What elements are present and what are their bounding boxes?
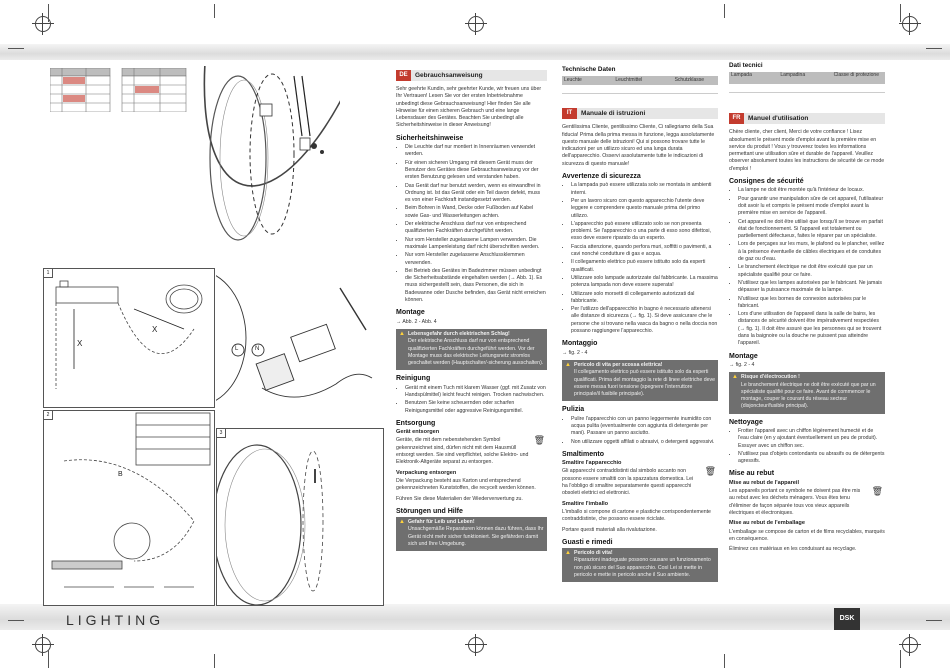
lang-badge: DE <box>396 70 411 81</box>
safety-list <box>562 182 718 335</box>
fr-column <box>729 62 885 556</box>
dati-table-row <box>729 84 885 93</box>
drilling-illustration <box>44 411 214 605</box>
list-item: • N'utilisez que les bornes de connexion autorisées par le fabricant. <box>738 296 885 311</box>
section-header-de <box>396 70 547 81</box>
brand-wordmark: LIGHTING <box>66 612 165 628</box>
montage-heading: Montage <box>396 309 425 317</box>
warning-icon: ▲ <box>399 519 405 526</box>
table-header-cell: Lampada <box>731 72 752 79</box>
montage-ref: → Abb. 2 - Abb. 4 <box>396 318 437 325</box>
warning-title: Pericolo di vita per scossa elettrica! <box>574 361 663 368</box>
cleaning-list <box>729 428 885 465</box>
safety-heading: Sicherheitshinweise <box>396 134 464 142</box>
distance-label: B <box>118 471 123 478</box>
figure-number: 3 <box>217 429 226 438</box>
de-column <box>396 70 547 555</box>
list-item: • Die Leuchte darf nur montiert in Innenräumen verwendet werden. <box>405 144 547 159</box>
trouble-heading: Guasti e rimedi <box>562 538 613 546</box>
warning-box <box>396 517 547 551</box>
tech-data-table-header <box>562 76 718 85</box>
crossed-bin-icon: 🗑 <box>704 466 716 477</box>
section-title: Manuel d'utilisation <box>748 115 809 123</box>
section-title: Gebrauchsanweisung <box>415 72 483 79</box>
warning-title: Risque d'électrocution ! <box>741 374 800 381</box>
warning-icon: ▲ <box>399 330 405 337</box>
crop-mark <box>48 4 49 22</box>
section-header-it <box>562 108 718 119</box>
disposal-heading: Entsorgung <box>396 419 436 427</box>
crossed-bin-icon: 🗑 <box>871 486 883 497</box>
list-item: • N'utilisez que les lampes autorisées par le fabricant. Ne jamais dépasser la puissance maximale de la lampe. <box>738 280 885 295</box>
section-title: Manuale di istruzioni <box>581 110 646 118</box>
warning-icon: ▲ <box>565 550 571 557</box>
crossed-bin-icon: 🗑 <box>533 435 545 446</box>
cleaning-list <box>562 416 718 446</box>
figure-number: 1 <box>44 269 53 278</box>
spec-tables <box>50 68 190 112</box>
list-item: • Benutzen Sie keine scheuernden oder scharfen Reinigungsmittel oder aggressive Reinigungsmittel. <box>405 400 547 415</box>
disposal-heading: Mise au rebut <box>729 470 775 478</box>
disposal-pack-item: Führen Sie diese Materialien der Wiederverwertung zu. <box>396 495 523 502</box>
disposal-device-text <box>562 468 718 497</box>
list-item: • Lors d'une utilisation de l'appareil dans la salle de bains, les distances de sécurité doivent être impérativement respectées (→ fig. 1). Il doit être assuré que les personnes qui se trouvent dans la baignoire ou la douche ne puissent pas atteindre l'appareil. <box>738 311 885 347</box>
list-item: • Non utilizzare oggetti affilati o abrasivi, o detergenti aggressivi. <box>571 439 718 446</box>
lang-badge: FR <box>729 113 744 124</box>
list-item: • Cet appareil ne doit être utilisé que lorsqu'il se trouve en parfait état de fonctionnement. Si l'appareil est totalement ou partiellement défectueux, faites le réparer par un spécialiste. <box>738 219 885 241</box>
cleaning-list <box>396 385 547 415</box>
table-header-cell: Lampadina <box>780 72 806 79</box>
cleaning-heading: Pulizia <box>562 406 585 414</box>
warning-text: Der elektrische Anschluss darf nur von entsprechend qualifizierten Fachkräften durchgeführt werden. Vor der Montage muss das elektrische Leitungsnetz stromlos geschaltet werden (Hauptschalter/-sicherung ausschalten). <box>408 338 544 367</box>
disposal-device-heading: Mise au rebut de l'appareil <box>729 479 800 486</box>
list-item: • Per l'utilizzo dell'apparecchio in bagno è necessario attenersi alle distanze di sicurezza (→ fig. 1). Si deve assicurare che le persone che si trovano nella vasca da bagno o nella doccia non possano raggiungere l'apparecchio. <box>571 306 718 335</box>
warning-icon: ▲ <box>565 361 571 368</box>
list-item: • L'apparecchio può essere utilizzato solo se non presenta problemi. Se l'apparecchio o una parte di esso sono difettosi, esso deve essere riparato da un esperto. <box>571 221 718 243</box>
crop-mark <box>900 4 901 22</box>
figure-2 <box>43 410 215 606</box>
registration-mark-icon <box>902 637 918 653</box>
distance-label: X <box>77 339 83 348</box>
cleaning-heading: Nettoyage <box>729 418 763 426</box>
list-item: • Le branchement électrique ne doit être exécuté que par un spécialiste qualifié pour ce faire. <box>738 264 885 279</box>
montage-heading: Montaggio <box>562 340 598 348</box>
disposal-heading: Smaltimento <box>562 450 605 458</box>
warning-box <box>729 372 885 413</box>
warning-box <box>396 329 547 370</box>
list-item: • Nur vom Hersteller zugelassene Lampen verwenden. Die maximale Lampenleistung darf nicht überschritten werden. <box>405 237 547 252</box>
dati-heading: Dati tecnici <box>729 62 763 69</box>
list-item: • Utilizzare solo lampade autorizzate dal fabbricante. La massima potenza lampada non deve essere superata! <box>571 275 718 290</box>
bathtub-illustration <box>44 269 214 407</box>
list-item: • Bei Betrieb des Gerätes im Badezimmer müssen unbedingt die Sicherheitsabstände eingehalten werden (→ Abb. 1). Es muss sichergestellt sein, dass Personen, die sich in Badewanne oder Dusche befinden, das Gerät nicht erreichen können. <box>405 268 547 304</box>
tech-data-heading: Technische Daten <box>562 66 616 73</box>
wiring-illustration <box>216 268 382 406</box>
intro-text: Chère cliente, cher client, Merci de votre confiance ! Lisez absolument le présent mode d'emploi avant la première mise en service du produit ! Vous y trouverez toutes les informations permettant une utilisation sûre et durable de l'appareil. Veuillez observer absolument toutes les instructions de sécurité de ce mode d'emploi ! <box>729 129 885 172</box>
crop-mark <box>724 654 725 668</box>
brand-logo: DSK <box>834 608 860 630</box>
list-item: • Pour garantir une manipulation sûre de cet appareil, l'utilisateur doit avoir lu et compris le présent mode d'emploi avant la première mise en service de l'appareil. <box>738 196 885 218</box>
list-item: • Gerät mit einem Tuch mit klarem Wasser (ggf. mit Zusatz von Handspülmittel) leicht feucht reinigen. Trocken nachwischen. <box>405 385 547 400</box>
lang-badge: IT <box>562 108 577 119</box>
montage-heading: Montage <box>729 352 758 360</box>
section-header-fr <box>729 113 885 124</box>
trouble-heading: Störungen und Hilfe <box>396 507 463 515</box>
montage-ref: → fig. 2 - 4 <box>729 361 755 368</box>
table-header-cell: Classe di protezione <box>833 72 879 79</box>
disposal-device-body: Gli apparecchi contraddistinti dal simbolo accanto non possono essere smaltiti con la spazzatura domestica. Lei ha l'obbligo di smaltire separatamente questi apparecchi obsoleti elettrici ed elettronici. <box>562 468 694 497</box>
safety-heading: Consignes de sécurité <box>729 178 804 186</box>
disposal-device-body: Les appareils portant ce symbole ne doivent pas être mis au rebut avec les déchets ménagers. Vous êtes tenu d'éliminer de façon séparée tous vos vieux appareils électriques et électroniques. <box>729 488 861 516</box>
crop-mark <box>926 620 942 621</box>
warning-title: Pericolo di vita! <box>574 550 613 557</box>
figure-1 <box>43 268 215 408</box>
crop-mark <box>724 4 725 18</box>
header-band <box>0 44 950 60</box>
disposal-pack-heading: Verpackung entsorgen <box>396 469 457 476</box>
list-item: • Frotter l'appareil avec un chiffon légèrement humecté et de l'eau claire (en y ajoutant éventuellement un peu de produit). Essuyer avec un chiffon sec. <box>738 428 885 450</box>
list-item: • Faccia attenzione, quando perfora muri, soffitti o pavimenti, a cavi nonché condutture di gas e acqua. <box>571 244 718 259</box>
disposal-pack-text: L'imballo si compone di cartone e plastiche corrispondentemente contraddistinte, che possono essere riciclate. <box>562 508 711 523</box>
it-column <box>562 66 718 586</box>
cleaning-heading: Reinigung <box>396 375 431 383</box>
figure-3 <box>216 428 384 606</box>
registration-mark-icon <box>468 16 484 32</box>
registration-mark-icon <box>902 16 918 32</box>
list-item: • Lors de perçages sur les murs, le plafond ou le plancher, veillez à la présence éventuelle de câbles électriques et de conduites de gaz ou d'eau. <box>738 241 885 263</box>
disposal-pack-heading: Mise au rebut de l'emballage <box>729 520 805 527</box>
montage-ref: → fig. 2 - 4 <box>562 349 588 356</box>
list-item: • Das Gerät darf nur benutzt werden, wenn es einwandfrei in Ordnung ist. Ist das Gerät oder ein Teil davon defekt, muss es von einer Fachkraft instandgesetzt werden. <box>405 183 547 205</box>
mirror-illustration <box>190 66 340 242</box>
disposal-device-body: Geräte, die mit dem nebenstehenden Symbol gekennzeichnet sind, dürfen nicht mit dem Hausmüll entsorgt werden. Sie sind verpflichtet, solche Elektro- und Elektronik-Altgeräte separat zu entsorgen. <box>396 437 529 466</box>
list-item: • Il collegamento elettrico può essere istituito solo da esperti qualificati. <box>571 259 718 274</box>
disposal-device-heading: Smaltire l'apparecchio <box>562 460 622 467</box>
figure-number: 2 <box>44 411 53 420</box>
crop-mark <box>8 48 24 49</box>
safety-list <box>729 187 885 347</box>
safety-list <box>396 144 547 304</box>
crop-mark <box>214 4 215 18</box>
warning-text: Le branchement électrique ne doit être exécuté que par un spécialiste qualifié pour ce faire. Avant de commencer le montage, couper le courant du réseau secteur (disjoncteur/fusible principal). <box>741 381 876 410</box>
disposal-pack-heading: Smaltire l'imballo <box>562 500 609 507</box>
terminal-n-label: N <box>255 346 260 352</box>
tech-data-table-row <box>562 85 718 94</box>
warning-title: Lebensgefahr durch elektrischen Schlag! <box>408 330 510 337</box>
warning-text: Il collegamento elettrico può essere istituito solo da esperti qualificati. Prima del montaggio la rete di linee elettriche deve essere messa fuori tensione (spegnere l'interruttore principale/il fusibile principale). <box>574 369 716 398</box>
disposal-device-text <box>396 437 547 466</box>
disposal-pack-item: Éliminez ces matériaux en les conduisant au recyclage. <box>729 546 857 553</box>
list-item: • Utilizzare solo morsetti di collegamento autorizzati dal fabbricante. <box>571 291 718 306</box>
disposal-device-heading: Gerät entsorgen <box>396 429 440 436</box>
crop-mark <box>48 650 49 668</box>
list-item: • Per un lavoro sicuro con questo apparecchio l'utente deve leggere e comprendere questo manuale prima del primo utilizzo. <box>571 198 718 220</box>
dati-table-header <box>729 72 885 84</box>
figure-mounting <box>216 268 382 406</box>
crop-mark <box>8 620 24 621</box>
disposal-device-text <box>729 488 885 517</box>
table-header-cell: Schutzklasse <box>674 77 705 84</box>
list-item: • Nur vom Hersteller zugelassene Anschlussklemmen verwenden. <box>405 252 547 267</box>
table-header-cell: Leuchte <box>564 77 582 84</box>
table-header-cell: Leuchtmittel <box>615 77 643 84</box>
intro-text: Gentilissima Cliente, gentilissimo Cliente, Ci rallegriamo della Sua fiducia! Prima della prima messa in funzione, legga assolutamente questo manuale delle istruzioni! Qui si possono trovare tutte le indicazioni per un utilizzo sicuro ed una lunga durata dell'apparecchio. Osservi assolutamente tutte le indicazioni di sicurezza di questo manuale! <box>562 124 715 167</box>
distance-label: X <box>152 325 158 334</box>
list-item: • La lampada può essere utilizzata solo se montata in ambienti interni. <box>571 182 718 197</box>
safety-heading: Avvertenze di sicurezza <box>562 173 641 181</box>
crop-mark <box>214 654 215 668</box>
mirror-mount-illustration <box>217 429 383 605</box>
disposal-pack-text: Die Verpackung besteht aus Karton und entsprechend gekennzeichneten Kunststoffen, die recycelt werden können. <box>396 477 536 492</box>
terminal-l-label: L <box>235 346 239 352</box>
warning-icon: ▲ <box>732 374 738 381</box>
disposal-pack-text: L'emballage se compose de carton et de films recyclables, marqués en conséquence. <box>729 528 885 542</box>
list-item: • Beim Bohren in Wand, Decke oder Fußboden auf Kabel sowie Gas- und Wasserleitungen achten. <box>405 205 547 220</box>
crop-mark <box>900 650 901 668</box>
list-item: • Für einen sicheren Umgang mit diesem Gerät muss der Benutzer des Gerätes diese Gebrauchsanweisung vor der ersten Benutzung gelesen und verstanden haben. <box>405 160 547 182</box>
crop-mark <box>926 48 942 49</box>
list-item: • N'utilisez pas d'objets contondants ou abrasifs ou de détergents agressifs. <box>738 451 885 466</box>
warning-box <box>562 360 718 401</box>
list-item: • Pulire l'apparecchio con un panno leggermente inumidito con acqua pulita (eventualmente con aggiunta di detergente per mani). Passare un panno asciutto. <box>571 416 718 438</box>
warning-box <box>562 548 718 582</box>
list-item: • Der elektrische Anschluss darf nur von entsprechend qualifizierten Fachkräften durchgeführt werden. <box>405 221 547 236</box>
intro-text: Sehr geehrte Kundin, sehr geehrter Kunde, wir freuen uns über Ihr Vertrauen! Lesen Sie vor der ersten Inbetriebnahme unbedingt diese Gebrauchsanweisung! Hier finden Sie alle Hinweise für einen sicheren Gebrauch und eine lange Lebensdauer des Gerätes. Beachten Sie unbedingt alle Sicherheitshinweise in dieser Anweisung! <box>396 86 542 129</box>
disposal-pack-item: Portare questi materiali alla rivalutazione. <box>562 526 657 533</box>
warning-title: Gefahr für Leib und Leben! <box>408 519 475 526</box>
registration-mark-icon <box>468 637 484 653</box>
list-item: • La lampe ne doit être montée qu'à l'intérieur de locaux. <box>738 187 885 194</box>
warning-text: Riparazioni inadeguate possono causare un funzionamento non più sicuro del Suo apparecchio. Così Lei si mette in pericolo e mette in pericolo anche il Suo ambiente. <box>574 557 711 579</box>
warning-text: Unsachgemäße Reparaturen können dazu führen, dass Ihr Gerät nicht mehr sicher funktioniert. Sie gefährden damit sich und Ihre Umgebung. <box>408 526 544 548</box>
